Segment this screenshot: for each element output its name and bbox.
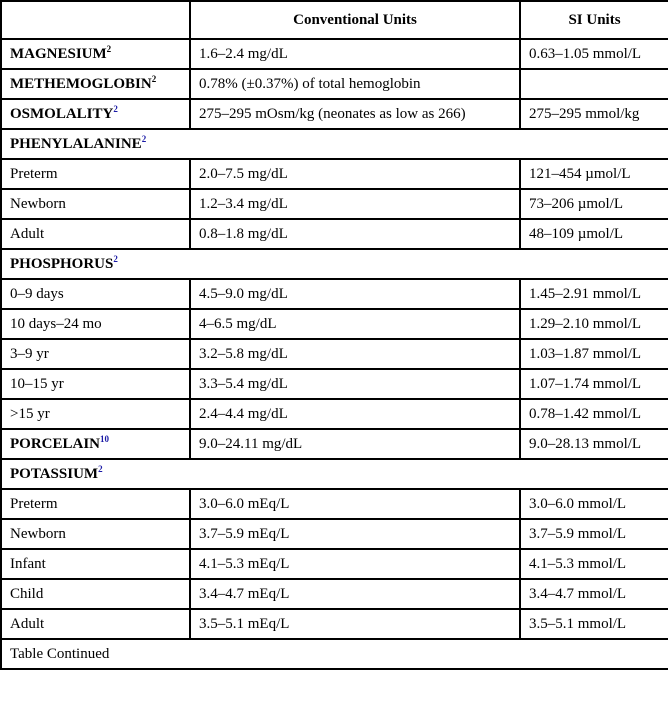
reference-link[interactable]: 10 bbox=[100, 434, 110, 444]
table-row bbox=[1, 399, 668, 429]
conventional-value: 9.0–24.11 mg/dL bbox=[190, 429, 520, 459]
si-value: 73–206 µmol/L bbox=[520, 189, 668, 219]
table-row bbox=[1, 579, 668, 609]
conventional-value: 0.8–1.8 mg/dL bbox=[190, 219, 520, 249]
si-value: 1.29–2.10 mmol/L bbox=[520, 309, 668, 339]
analyte-label: PHENYLALANINE$^2$ bbox=[1, 129, 668, 159]
conventional-value: 3.0–6.0 mEq/L bbox=[190, 489, 520, 519]
conventional-value: 4–6.5 mg/dL bbox=[190, 309, 520, 339]
si-value: 3.5–5.1 mmol/L bbox=[520, 609, 668, 639]
conventional-value: 3.5–5.1 mEq/L bbox=[190, 609, 520, 639]
group-label: 10 days–24 mo bbox=[1, 309, 190, 339]
conventional-value: 4.1–5.3 mEq/L bbox=[190, 549, 520, 579]
conventional-value: 3.3–5.4 mg/dL bbox=[190, 369, 520, 399]
group-label: Infant bbox=[1, 549, 190, 579]
table-row bbox=[1, 189, 668, 219]
conventional-value: 4.5–9.0 mg/dL bbox=[190, 279, 520, 309]
table-row bbox=[1, 159, 668, 189]
si-value: 0.78–1.42 mmol/L bbox=[520, 399, 668, 429]
table-row bbox=[1, 339, 668, 369]
group-label: 3–9 yr bbox=[1, 339, 190, 369]
analyte-label: METHEMOGLOBIN$^2$ bbox=[1, 69, 190, 99]
group-label: 0–9 days bbox=[1, 279, 190, 309]
si-value: 275–295 mmol/kg bbox=[520, 99, 668, 129]
analyte-label: POTASSIUM$^2$ bbox=[1, 459, 668, 489]
group-label: Preterm bbox=[1, 489, 190, 519]
reference-link[interactable]: 2 bbox=[113, 104, 118, 114]
conventional-value: 1.6–2.4 mg/dL bbox=[190, 39, 520, 69]
group-label: Adult bbox=[1, 609, 190, 639]
group-label: Adult bbox=[1, 219, 190, 249]
conventional-value: 2.0–7.5 mg/dL bbox=[190, 159, 520, 189]
si-value bbox=[520, 69, 668, 99]
conventional-value: 275–295 mOsm/kg (neonates as low as 266) bbox=[190, 99, 520, 129]
si-value: 1.03–1.87 mmol/L bbox=[520, 339, 668, 369]
conventional-value: 1.2–3.4 mg/dL bbox=[190, 189, 520, 219]
analyte-label: PORCELAIN$^{10}$ bbox=[1, 429, 190, 459]
table-continued-note: Table Continued bbox=[1, 639, 668, 669]
table-row bbox=[1, 309, 668, 339]
table-row bbox=[1, 279, 668, 309]
section-heading-row bbox=[1, 129, 668, 159]
header-analyte bbox=[1, 1, 190, 39]
section-heading-row bbox=[1, 249, 668, 279]
si-value: 1.07–1.74 mmol/L bbox=[520, 369, 668, 399]
reference-link[interactable]: 2 bbox=[98, 464, 103, 474]
analyte-label: MAGNESIUM$^2$ bbox=[1, 39, 190, 69]
si-value: 3.7–5.9 mmol/L bbox=[520, 519, 668, 549]
group-label: Newborn bbox=[1, 519, 190, 549]
si-value: 3.0–6.0 mmol/L bbox=[520, 489, 668, 519]
group-label: >15 yr bbox=[1, 399, 190, 429]
table-row bbox=[1, 549, 668, 579]
header-row bbox=[1, 1, 668, 39]
table-row bbox=[1, 369, 668, 399]
group-label: 10–15 yr bbox=[1, 369, 190, 399]
si-value: 9.0–28.13 mmol/L bbox=[520, 429, 668, 459]
si-value: 48–109 µmol/L bbox=[520, 219, 668, 249]
reference-superscript: 2 bbox=[151, 74, 157, 84]
si-value: 121–454 µmol/L bbox=[520, 159, 668, 189]
header-conventional: Conventional Units bbox=[190, 1, 520, 39]
table-row bbox=[1, 69, 668, 99]
analyte-label: PHOSPHORUS$^2$ bbox=[1, 249, 668, 279]
group-label: Child bbox=[1, 579, 190, 609]
analyte-label: OSMOLALITY$^2$ bbox=[1, 99, 190, 129]
group-label: Preterm bbox=[1, 159, 190, 189]
reference-link[interactable]: 2 bbox=[141, 134, 147, 144]
conventional-value: 3.7–5.9 mEq/L bbox=[190, 519, 520, 549]
table-row bbox=[1, 39, 668, 69]
reference-link[interactable]: 2 bbox=[113, 254, 118, 264]
si-value: 4.1–5.3 mmol/L bbox=[520, 549, 668, 579]
conventional-value: 0.78% (±0.37%) of total hemoglobin bbox=[190, 69, 520, 99]
conventional-value: 2.4–4.4 mg/dL bbox=[190, 399, 520, 429]
section-heading-row bbox=[1, 459, 668, 489]
table-row bbox=[1, 99, 668, 129]
footer-row bbox=[1, 639, 668, 669]
conventional-value: 3.2–5.8 mg/dL bbox=[190, 339, 520, 369]
table-row bbox=[1, 489, 668, 519]
header-si: SI Units bbox=[520, 1, 668, 39]
si-value: 3.4–4.7 mmol/L bbox=[520, 579, 668, 609]
table-row bbox=[1, 609, 668, 639]
table-row bbox=[1, 429, 668, 459]
conventional-value: 3.4–4.7 mEq/L bbox=[190, 579, 520, 609]
reference-superscript: 2 bbox=[106, 44, 112, 54]
si-value: 1.45–2.91 mmol/L bbox=[520, 279, 668, 309]
group-label: Newborn bbox=[1, 189, 190, 219]
table-row bbox=[1, 219, 668, 249]
table-row bbox=[1, 519, 668, 549]
si-value: 0.63–1.05 mmol/L bbox=[520, 39, 668, 69]
